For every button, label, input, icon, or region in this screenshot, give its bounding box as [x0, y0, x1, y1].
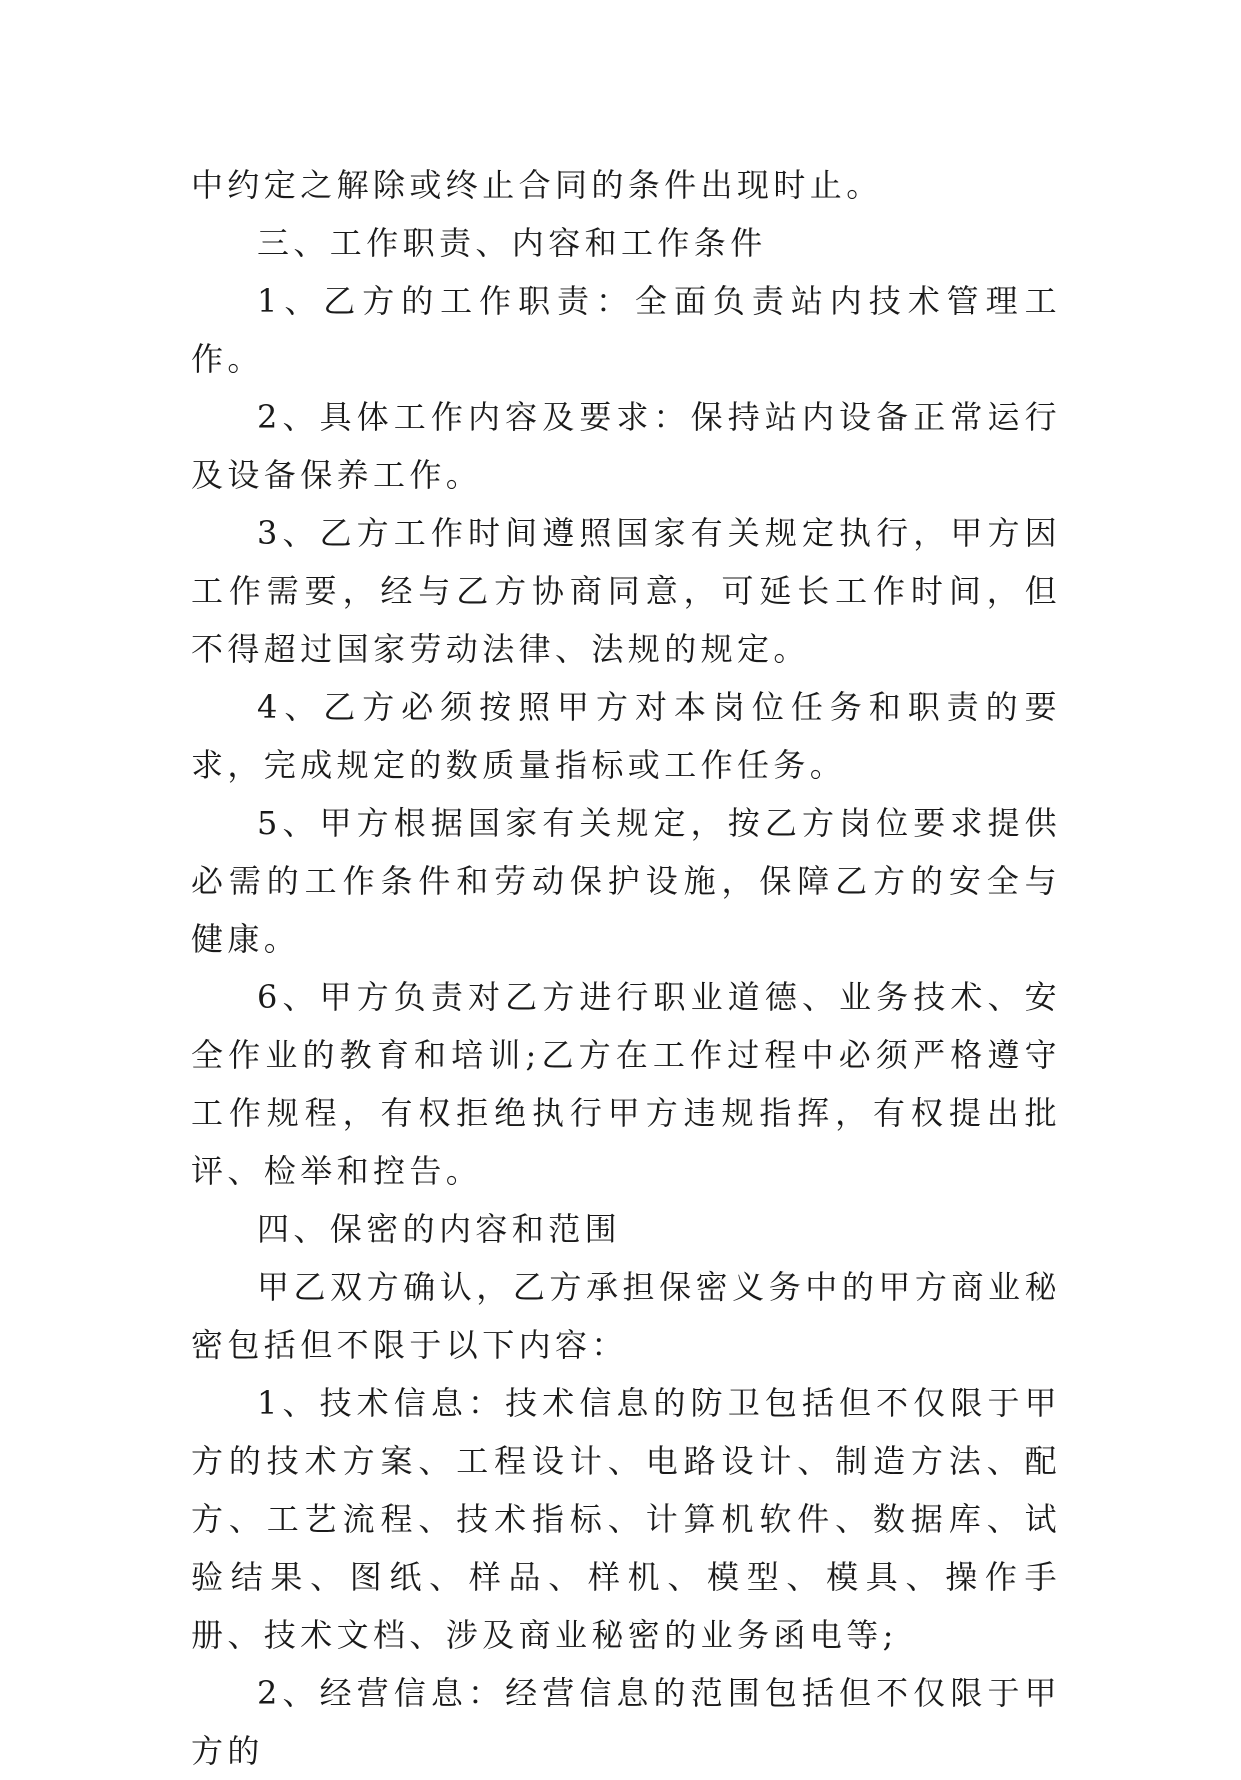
- paragraph-item-6: 6、甲方负责对乙方进行职业道德、业务技术、安全作业的教育和培训;乙方在工作过程中必须严格遵守工作规程，有权拒绝执行甲方违规指挥，有权提出批评、检举和控告。: [191, 978, 1061, 1190]
- paragraph-item-2: 2、具体工作内容及要求：保持站内设备正常运行及设备保养工作。: [191, 398, 1061, 494]
- paragraph-confirmation: 甲乙双方确认，乙方承担保密义务中的甲方商业秘密包括但不限于以下内容：: [191, 1268, 1061, 1364]
- paragraph-item-5: 5、甲方根据国家有关规定，按乙方岗位要求提供必需的工作条件和劳动保护设施，保障乙方的安全与健康。: [191, 804, 1061, 958]
- paragraph-item-3: 3、乙方工作时间遵照国家有关规定执行，甲方因工作需要，经与乙方协商同意，可延长工作时间，但不得超过国家劳动法律、法规的规定。: [191, 514, 1061, 668]
- paragraph-continuation: 中约定之解除或终止合同的条件出现时止。: [191, 166, 883, 204]
- paragraph-technical-info: 1、技术信息：技术信息的防卫包括但不仅限于甲方的技术方案、工程设计、电路设计、制造方法、配方、工艺流程、技术指标、计算机软件、数据库、试验结果、图纸、样品、样机、模型、模具、操作手册、技术文档、涉及商业秘密的业务函电等;: [191, 1384, 1061, 1654]
- paragraph-item-1: 1、乙方的工作职责：全面负责站内技术管理工作。: [191, 282, 1061, 378]
- section-heading-4: 四、保密的内容和范围: [257, 1210, 622, 1248]
- document-body: [191, 156, 1061, 1780]
- section-heading-3: 三、工作职责、内容和工作条件: [257, 224, 767, 262]
- paragraph-item-4: 4、乙方必须按照甲方对本岗位任务和职责的要求，完成规定的数质量指标或工作任务。: [191, 688, 1061, 784]
- paragraph-business-info: 2、经营信息：经营信息的范围包括但不仅限于甲方的: [191, 1674, 1061, 1770]
